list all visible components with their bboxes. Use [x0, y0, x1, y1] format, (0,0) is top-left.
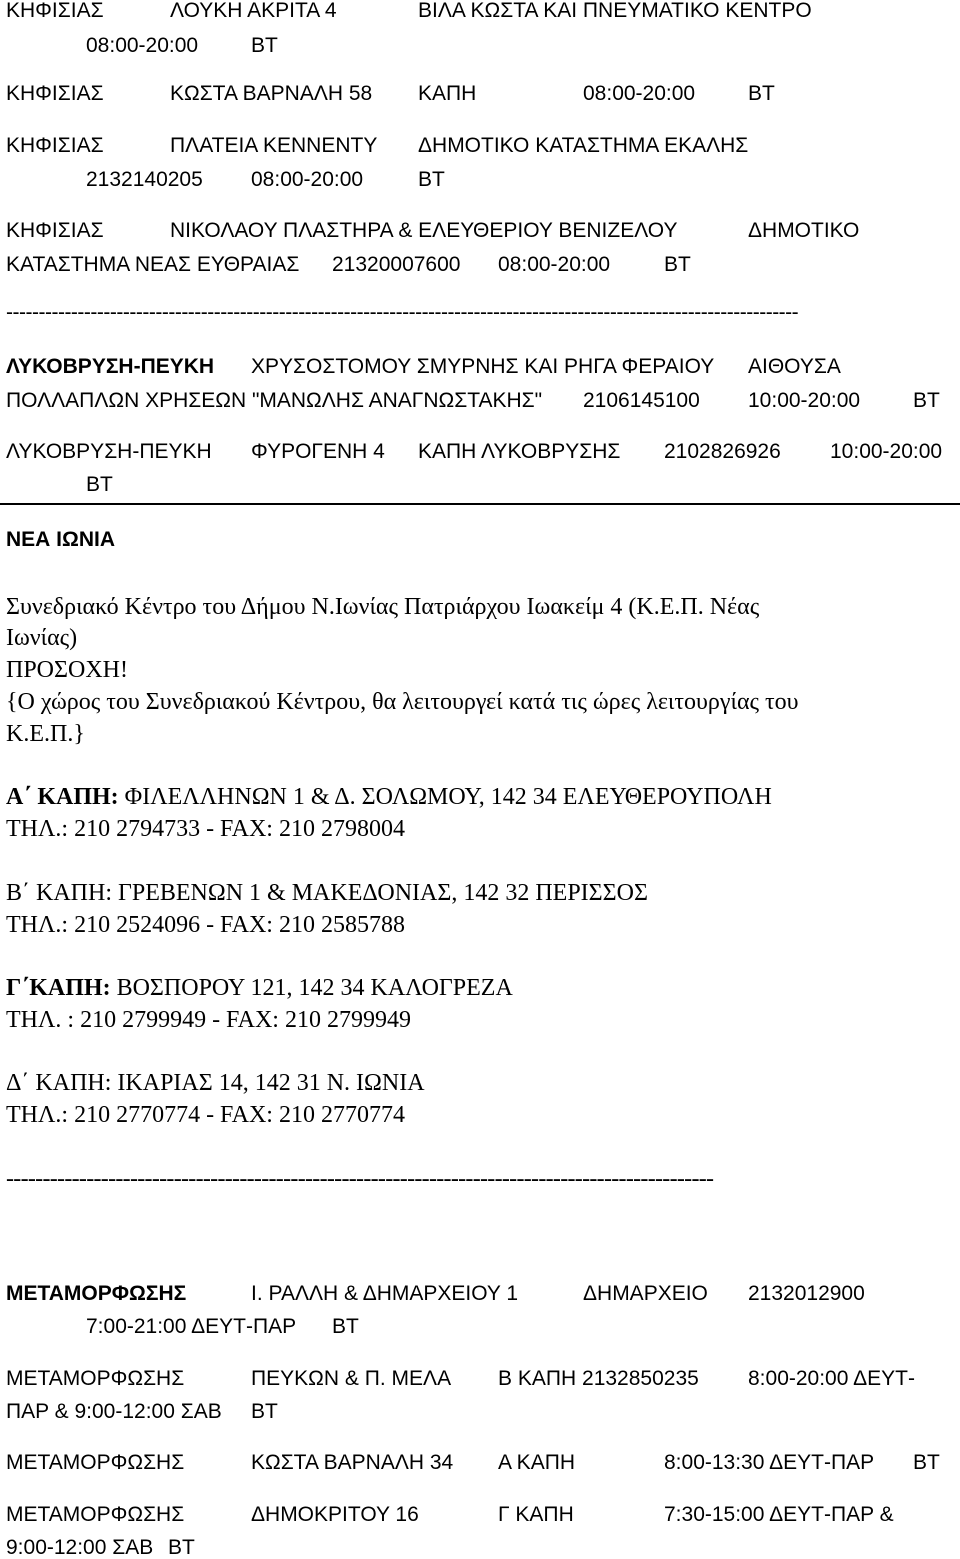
- hours: 7:00-21:00 ΔΕΥΤ-ΠΑΡ: [86, 1315, 297, 1338]
- place-cont: ΚΑΤΑΣΤΗΜΑ ΝΕΑΣ ΕΥΘΡΑΙΑΣ: [6, 253, 300, 276]
- hours: 08:00-20:00: [86, 34, 199, 57]
- area-name: ΛΥΚΟΒΡΥΣΗ-ΠΕΥΚΗ: [6, 355, 215, 378]
- vt: ΒΤ: [748, 82, 775, 105]
- phone: 2102826926: [664, 440, 781, 463]
- area-name: ΚΗΦΙΣΙΑΣ: [6, 82, 104, 105]
- notice: ΠΡΟΣΟΧΗ!: [6, 657, 128, 683]
- hours: 10:00-20:00: [748, 389, 861, 412]
- dash-separator: --------------------------------------------------------------------------------------------------------------------------: [6, 302, 799, 323]
- place: ΔΗΜΟΤΙΚΟ: [748, 219, 860, 242]
- kapi-b-tel: ΤΗΛ.: 210 2524096 - FAX: 210 2585788: [6, 912, 405, 938]
- kapi-a-address: ΦΙΛΕΛΛΗΝΩΝ 1 & Δ. ΣΟΛΩΜΟΥ, 142 34 ΕΛΕΥΘΕΡΟΥΠΟΛΗ: [118, 784, 772, 810]
- place-phone: Β ΚΑΠΗ 2132850235: [498, 1367, 699, 1390]
- area-name: ΚΗΦΙΣΙΑΣ: [6, 219, 104, 242]
- center-line-2: Ιωνίας): [6, 625, 78, 651]
- area-name: ΛΥΚΟΒΡΥΣΗ-ΠΕΥΚΗ: [6, 440, 212, 463]
- kapi-c-label: Γ΄ΚΑΠΗ:: [6, 975, 111, 1001]
- address: ΠΕΥΚΩΝ & Π. ΜΕΛΑ: [251, 1367, 452, 1390]
- address: Ι. ΡΑΛΛΗ & ΔΗΜΑΡΧΕΙΟΥ 1: [251, 1282, 519, 1305]
- place-cont: ΠΟΛΛΑΠΛΩΝ ΧΡΗΣΕΩΝ "ΜΑΝΩΛΗΣ ΑΝΑΓΝΩΣΤΑΚΗΣ": [6, 389, 543, 412]
- place: ΒΙΛΑ ΚΩΣΤΑ ΚΑΙ ΠΝΕΥΜΑΤΙΚΟ ΚΕΝΤΡΟ: [418, 0, 812, 22]
- kapi-a-tel: ΤΗΛ.: 210 2794733 - FAX: 210 2798004: [6, 816, 405, 842]
- vt: ΒΤ: [664, 253, 691, 276]
- hours: 8:00-13:30 ΔΕΥΤ-ΠΑΡ: [664, 1451, 875, 1474]
- address: ΝΙΚΟΛΑΟΥ ΠΛΑΣΤΗΡΑ & ΕΛΕΥΘΕΡΙΟΥ ΒΕΝΙΖΕΛΟΥ: [170, 219, 678, 242]
- kapi-c-line: [6, 976, 513, 1000]
- address: ΛΟΥΚΗ ΑΚΡΙΤΑ 4: [170, 0, 337, 22]
- kapi-d-tel: ΤΗΛ.: 210 2770774 - FAX: 210 2770774: [6, 1102, 405, 1128]
- address: ΔΗΜΟΚΡΙΤΟΥ 16: [251, 1503, 419, 1526]
- area-name: ΜΕΤΑΜΟΡΦΩΣΗΣ: [6, 1451, 185, 1474]
- kapi-d-line: Δ΄ ΚΑΠΗ: ΙΚΑΡΙΑΣ 14, 142 31 Ν. ΙΩΝΙΑ: [6, 1070, 425, 1096]
- vt: ΒΤ: [86, 473, 113, 496]
- center-line-1: Συνεδριακό Κέντρο του Δήμου Ν.Ιωνίας Πατριάρχου Ιωακείμ 4 (Κ.Ε.Π. Νέας: [6, 594, 760, 620]
- phone: 2132012900: [748, 1282, 865, 1305]
- section-heading: ΝΕΑ ΙΩΝΙΑ: [6, 528, 116, 551]
- kapi-c-tel: ΤΗΛ. : 210 2799949 - FAX: 210 2799949: [6, 1007, 411, 1033]
- area-name: ΜΕΤΑΜΟΡΦΩΣΗΣ: [6, 1282, 187, 1305]
- hours: 08:00-20:00: [251, 168, 364, 191]
- hours: 7:30-15:00 ΔΕΥΤ-ΠΑΡ &: [664, 1503, 894, 1526]
- vt: ΒΤ: [251, 1400, 278, 1423]
- vt: ΒΤ: [418, 168, 445, 191]
- kapi-a-label: Α΄ ΚΑΠΗ:: [6, 784, 119, 810]
- phone: 21320007600: [332, 253, 461, 276]
- area-name: ΚΗΦΙΣΙΑΣ: [6, 0, 104, 22]
- place: Γ ΚΑΠΗ: [498, 1503, 574, 1526]
- vt: ΒΤ: [251, 34, 278, 57]
- kapi-a-line: [6, 785, 772, 809]
- place: ΑΙΘΟΥΣΑ: [748, 355, 841, 378]
- place: ΔΗΜΑΡΧΕΙΟ: [583, 1282, 708, 1305]
- phone: 2106145100: [583, 389, 700, 412]
- area-name: ΜΕΤΑΜΟΡΦΩΣΗΣ: [6, 1503, 185, 1526]
- hours: 10:00-20:00: [830, 440, 943, 463]
- kapi-c-address: ΒΟΣΠΟΡΟΥ 121, 142 34 ΚΑΛΟΓΡΕΖΑ: [110, 975, 513, 1001]
- address: ΧΡΥΣΟΣΤΟΜΟΥ ΣΜΥΡΝΗΣ ΚΑΙ ΡΗΓΑ ΦΕΡΑΙΟΥ: [251, 355, 715, 378]
- place: Α ΚΑΠΗ: [498, 1451, 576, 1474]
- place: ΔΗΜΟΤΙΚΟ ΚΑΤΑΣΤΗΜΑ ΕΚΑΛΗΣ: [418, 134, 749, 157]
- area-name: ΜΕΤΑΜΟΡΦΩΣΗΣ: [6, 1367, 185, 1390]
- address: ΚΩΣΤΑ ΒΑΡΝΑΛΗ 34: [251, 1451, 454, 1474]
- address: ΠΛΑΤΕΙΑ ΚΕΝΝΕΝΤΥ: [170, 134, 378, 157]
- address: ΚΩΣΤΑ ΒΑΡΝΑΛΗ 58: [170, 82, 373, 105]
- vt: ΒΤ: [913, 1451, 940, 1474]
- hours-cont: 9:00-12:00 ΣΑΒ: [6, 1536, 154, 1559]
- phone: 2132140205: [86, 168, 203, 191]
- hours: 8:00-20:00 ΔΕΥΤ-: [748, 1367, 915, 1390]
- hours-cont: ΠΑΡ & 9:00-12:00 ΣΑΒ: [6, 1400, 222, 1423]
- place: ΚΑΠΗ ΛΥΚΟΒΡΥΣΗΣ: [418, 440, 621, 463]
- place: ΚΑΠΗ: [418, 82, 477, 105]
- area-name: ΚΗΦΙΣΙΑΣ: [6, 134, 104, 157]
- vt: ΒΤ: [332, 1315, 359, 1338]
- kapi-b-line: Β΄ ΚΑΠΗ: ΓΡΕΒΕΝΩΝ 1 & ΜΑΚΕΔΟΝΙΑΣ, 142 32 ΠΕΡΙΣΣΟΣ: [6, 880, 648, 906]
- hours: 08:00-20:00: [583, 82, 696, 105]
- hours: 08:00-20:00: [498, 253, 611, 276]
- dash-separator-2: -------------------------------------------------------------------------------------------------: [6, 1167, 714, 1191]
- horizontal-rule: [0, 503, 960, 505]
- vt: ΒΤ: [913, 389, 940, 412]
- vt: ΒΤ: [168, 1536, 195, 1559]
- note-line-1: {Ο χώρος του Συνεδριακού Κέντρου, θα λειτουργεί κατά τις ώρες λειτουργίας του: [6, 689, 799, 715]
- address: ΦΥΡΟΓΕΝΗ 4: [251, 440, 385, 463]
- note-line-2: Κ.Ε.Π.}: [6, 721, 85, 747]
